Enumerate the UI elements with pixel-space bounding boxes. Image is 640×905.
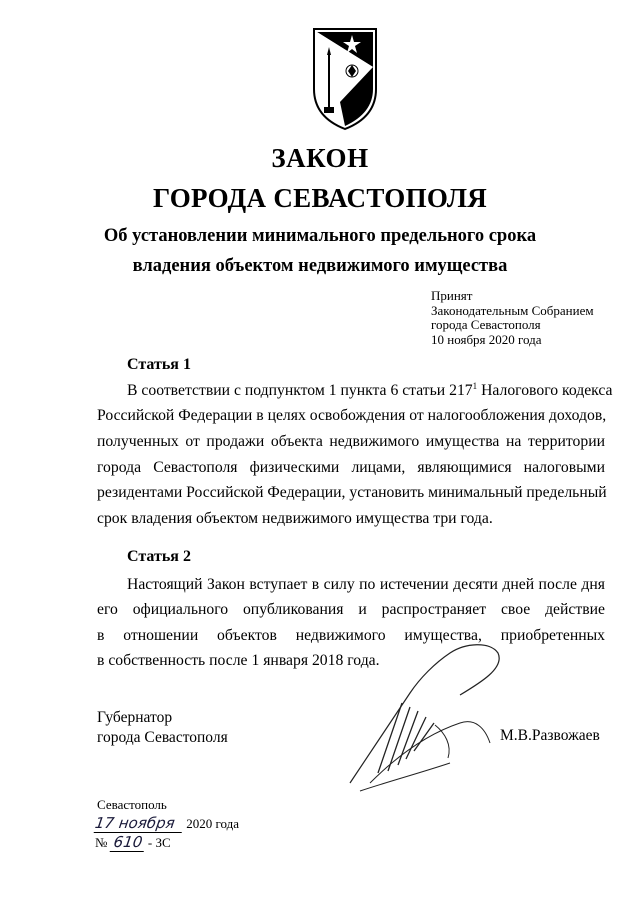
handwritten-number: 610 bbox=[109, 833, 146, 852]
adoption-line: города Севастополя bbox=[431, 317, 541, 332]
number-prefix: № bbox=[95, 835, 108, 850]
adoption-line: Принят bbox=[431, 288, 473, 303]
article-2-line: Настоящий Закон вступает в силу по истечении десяти дней после дня bbox=[127, 576, 605, 593]
article-superscript: 1 bbox=[472, 380, 478, 391]
governor-signature bbox=[340, 633, 510, 798]
signatory-name: М.В.Развожаев bbox=[500, 727, 600, 744]
article-2-line: в отношении объектов недвижимого имущества, приобретенных bbox=[97, 627, 605, 644]
coat-of-arms-icon bbox=[310, 27, 380, 131]
article-1-line bbox=[97, 380, 613, 400]
law-subtitle-line2: владения объектом недвижимого имущества bbox=[132, 256, 508, 276]
article-1-text: В соответствии с подпунктом 1 пункта 6 статьи 217 bbox=[127, 382, 473, 399]
article-1-line: Российской Федерации в целях освобождения от налогообложения доходов, bbox=[97, 407, 607, 424]
issue-city: Севастополь bbox=[97, 797, 167, 812]
position-line: города Севастополя bbox=[97, 729, 228, 746]
article-2-heading: Статья 2 bbox=[127, 548, 191, 565]
date-suffix: 2020 года bbox=[186, 816, 240, 831]
signatory-position bbox=[97, 708, 228, 748]
adoption-block bbox=[431, 289, 594, 347]
article-1-line: срок владения объектом недвижимого имущества три года. bbox=[97, 510, 493, 527]
adoption-date: 10 ноября 2020 года bbox=[431, 331, 542, 347]
position-line: Губернатор bbox=[97, 709, 173, 726]
issue-date bbox=[95, 814, 239, 833]
article-1-line: полученных от продажи объекта недвижимого имущества на территории bbox=[97, 433, 605, 450]
adoption-line: Законодательным Собранием bbox=[431, 302, 594, 318]
number-suffix: - ЗС bbox=[147, 835, 171, 850]
law-title: ЗАКОН bbox=[271, 143, 369, 173]
article-1-text: Налогового кодекса bbox=[477, 382, 613, 399]
article-1-heading: Статья 1 bbox=[127, 356, 191, 373]
article-2-line: в собственность после 1 января 2018 года. bbox=[97, 652, 380, 669]
law-number bbox=[95, 833, 171, 852]
law-subtitle-line1: Об установлении минимального предельного срока bbox=[103, 226, 537, 246]
article-2-line: его официального опубликования и распространяет свое действие bbox=[97, 601, 605, 618]
article-1-line: резидентами Российской Федерации, установить минимальный предельный bbox=[97, 484, 607, 501]
article-1-line: города Севастополя физическими лицами, являющимися налоговыми bbox=[97, 459, 605, 476]
handwritten-date: 17 ноября bbox=[94, 814, 185, 833]
law-title-city: ГОРОДА СЕВАСТОПОЛЯ bbox=[152, 183, 488, 213]
